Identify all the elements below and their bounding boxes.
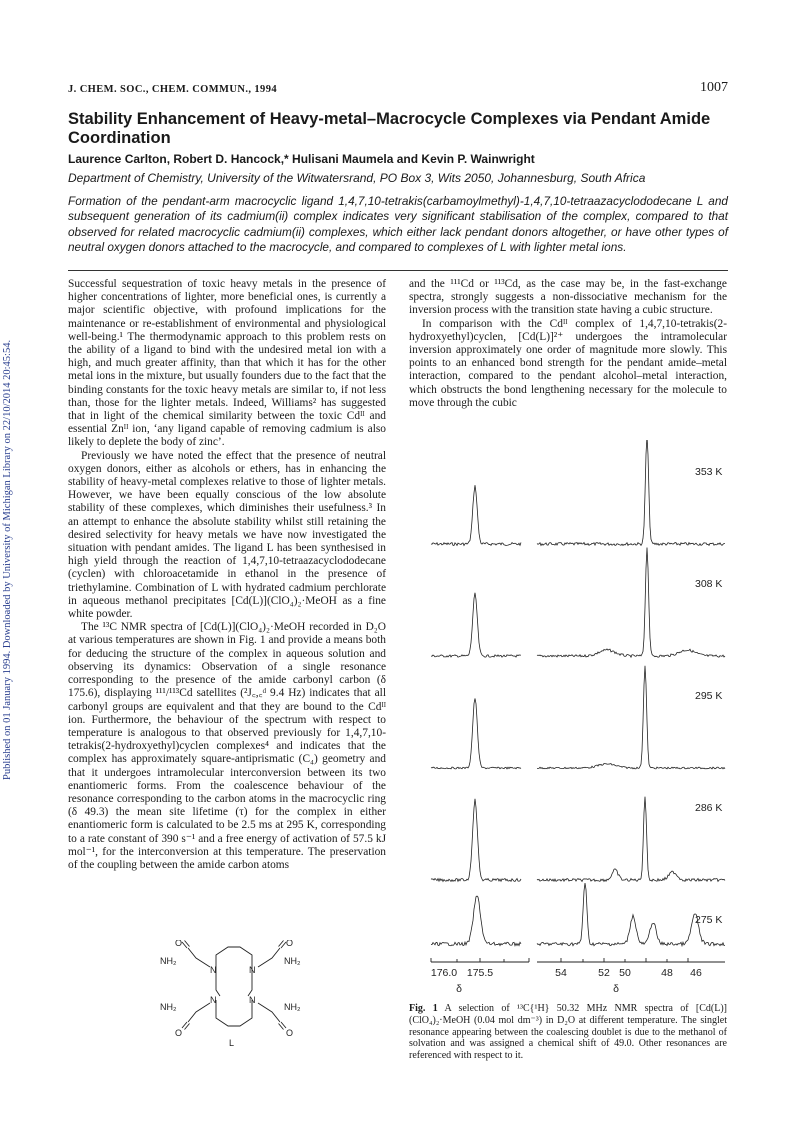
ring-carbon-trace: [537, 666, 725, 769]
atom-label: NH₂: [284, 956, 301, 966]
temperature-label: 275 K: [695, 914, 723, 926]
abstract-divider: [68, 270, 728, 271]
temperature-label: 353 K: [695, 466, 723, 478]
temperature-label: 286 K: [695, 802, 723, 814]
axis-label: δ: [456, 983, 462, 995]
figure-caption: [409, 1003, 727, 1062]
running-head: [68, 80, 728, 100]
article-title: Stability Enhancement of Heavy-metal–Macrocycle Complexes via Pendant Amide Coordination: [68, 110, 711, 147]
atom-label: N: [249, 995, 256, 1005]
carbonyl-trace: [431, 485, 521, 545]
spectra-traces: [431, 440, 725, 946]
affiliation: Department of Chemistry, University of the Witwatersrand, PO Box 3, Wits 2050, Johannesburg, South Africa: [68, 171, 646, 185]
atom-label: NH₂: [160, 1002, 177, 1012]
carbonyl-trace: [431, 799, 521, 882]
ligand-label: L: [229, 1038, 235, 1048]
atom-label: N: [210, 965, 217, 975]
carbonyl-trace: [431, 698, 521, 768]
page-number: 1007: [700, 80, 728, 95]
carbonyl-trace: [431, 896, 521, 946]
body-paragraph: The ¹³C NMR spectra of [Cd(L)](ClO₄)₂·MeOH recorded in D₂O at various temperatures are shown in Fig. 1 and provide a means both for deducing the structure of the complex in aqueous solution and observing its dynamics: Observation of a single resonance corresponding to the presence of the amide carbonyl carbon (δ 175.6), displaying ¹¹¹/¹¹³Cd satellites (²J꜀,꜀ᵈ 9.4 Hz) indicates that all carbonyl groups are equivalent and that they are bound to the Cdᴵᴵ ion. Furthermore, the behaviour of the spectrum with respect to temperature is analogous to that observed previously for 1,4,7,10-tetrakis(2-hydroxyethyl)cyclen complexes⁴ and indicates that the complex has approximately square-antiprismatic (C₄) geometry and that it undergoes intramolecular interconversion between its two enantiomeric forms. From the coalescence behaviour of the resonance corresponding to the carbon atoms in the macrocyclic ring (δ 49.3) the mean site lifetime (τ) for the complex in either enantiomeric form is calculated to be 2.5 ms at 295 K, corresponding to a rate constant of 390 s⁻¹ and a free energy of activation of 57.5 kJ mol⁻¹, for the interconversion at this temperature. The preservation of the coupling between the amide carbon atoms: [68, 621, 386, 871]
tick-label: 176.0: [430, 967, 458, 979]
atom-label: N: [210, 995, 217, 1005]
tick-label: 54: [555, 967, 567, 979]
atom-label: NH₂: [160, 956, 177, 966]
body-paragraph: Previously we have noted the effect that the presence of neutral oxygen donors, either as alcohols or ethers, has in enhancing the stability of heavy-metal complexes relative to those of lighter metals. However, we have been equally conscious of the low absolute stability of these complexes, which diminishes their usefulness.³ In an attempt to enhance the absolute stability whilst still retaining the desired selectivity for heavy metals we have now investigated the situation with pendant amides. The ligand L has been synthesised in high yield through the reaction of 1,4,7,10-tetraazacyclododecane (cyclen) with chloroacetamide in ethanol in the presence of triethylamine. Combination of L with hydrated cadmium perchlorate in aqueous methanol precipitates [Cd(L)](ClO₄)₂·MeOH as a fine white powder.: [68, 449, 386, 621]
tick-label: 52: [598, 967, 610, 979]
tick-label: 46: [690, 967, 702, 979]
abstract: Formation of the pendant-arm macrocyclic ligand 1,4,7,10-tetrakis(carbamoylmethyl)-1,4,7,10-tetraazacyclododecane L and subsequent generation of its cadmium(ii) complex indicates very significant stabilisation of the complex, compared to that observed for related macrocyclic cadmium(ii) complexes, which either lack pendant donors altogether, or have other types of neutral oxygen donors attached to the macrocycle, and compared to complexes of L with lighter metal ions.: [68, 194, 728, 255]
body-paragraph: and the ¹¹¹Cd or ¹¹³Cd, as the case may be, in the fast-exchange spectra, strongly suggests a non-dissociative mechanism for the inversion process with the transition state having a cubic structure.: [409, 278, 727, 317]
x-axis: [431, 958, 725, 962]
atom-label: O: [286, 1028, 294, 1038]
atom-label: N: [249, 965, 256, 975]
author-list: Laurence Carlton, Robert D. Hancock,* Hulisani Maumela and Kevin P. Wainwright: [68, 152, 535, 166]
download-watermark: Published on 01 January 1994. Downloaded by University of Michigan Library on 22/10/2014 20:45:54.: [2, 339, 13, 781]
tick-label: 48: [661, 967, 673, 979]
atom-label: O: [175, 1028, 183, 1038]
figure-caption-text: A selection of ¹³C{¹H} 50.32 MHz NMR spectra of [Cd(L)](ClO₄)₂·MeOH (0.04 mol dm⁻³) in D₂O at different temperature. The singlet resonance appearing between the coalescing doublet is due to the methanol of solvation and was assigned a chemical shift of 49.0. Other resonances are referenced with respect to it.: [409, 1003, 727, 1062]
axis-label: δ: [613, 983, 619, 995]
temperature-label: 295 K: [695, 690, 723, 702]
body-column-left: [68, 278, 386, 872]
body-column-right: [409, 278, 727, 410]
tick-label: 175.5: [466, 967, 494, 979]
tick-label: 50: [619, 967, 631, 979]
atom-label: NH₂: [284, 1002, 301, 1012]
temperature-label: 308 K: [695, 578, 723, 590]
body-paragraph: Successful sequestration of toxic heavy metals in the presence of higher concentrations of lighter, more beneficial ones, is currently a major scientific objective, with profound implications for the maintenance or re-establishment of environmental and physiological well-being.¹ The thermodynamic approach to this problem rests on the ability of a ligand to bind with the undesired metal ion with a high, and much greater affinity, than that which it has for the other metal ions in the mixture, but usually founders due to the fact that the binding constants for the toxic heavy metals are similar to, if not less than, those for the lighter metals. Indeed, Williams² has suggested that in light of the chemical similarity between the toxic Cdᴵᴵ and essential Znᴵᴵ ion, ‘any ligand capable of removing cadmium is also likely to deplete the body of zinc’.: [68, 278, 386, 449]
ring-carbon-trace: [537, 548, 725, 658]
ligand-structure: [158, 940, 308, 1048]
figure-caption-label: Fig. 1: [409, 1003, 438, 1014]
journal-name: J. CHEM. SOC., CHEM. COMMUN., 1994: [68, 84, 278, 95]
atom-label: O: [286, 940, 294, 948]
body-paragraph: In comparison with the Cdᴵᴵ complex of 1,4,7,10-tetrakis(2-hydroxyethyl)cyclen, [Cd(L)]²⁺ undergoes the intramolecular inversion approximately one order of magnitude more slowly. This points to an enhanced bond strength for the pendant amide–metal interaction, compared to the pendant alcohol–metal interaction, which obstructs the bond lengthening necessary for the molecule to move through the cubic: [409, 317, 727, 409]
atom-label: O: [175, 940, 183, 948]
carbonyl-trace: [431, 593, 521, 657]
ring-carbon-trace: [537, 440, 725, 545]
nmr-spectra-figure: [409, 440, 731, 1000]
